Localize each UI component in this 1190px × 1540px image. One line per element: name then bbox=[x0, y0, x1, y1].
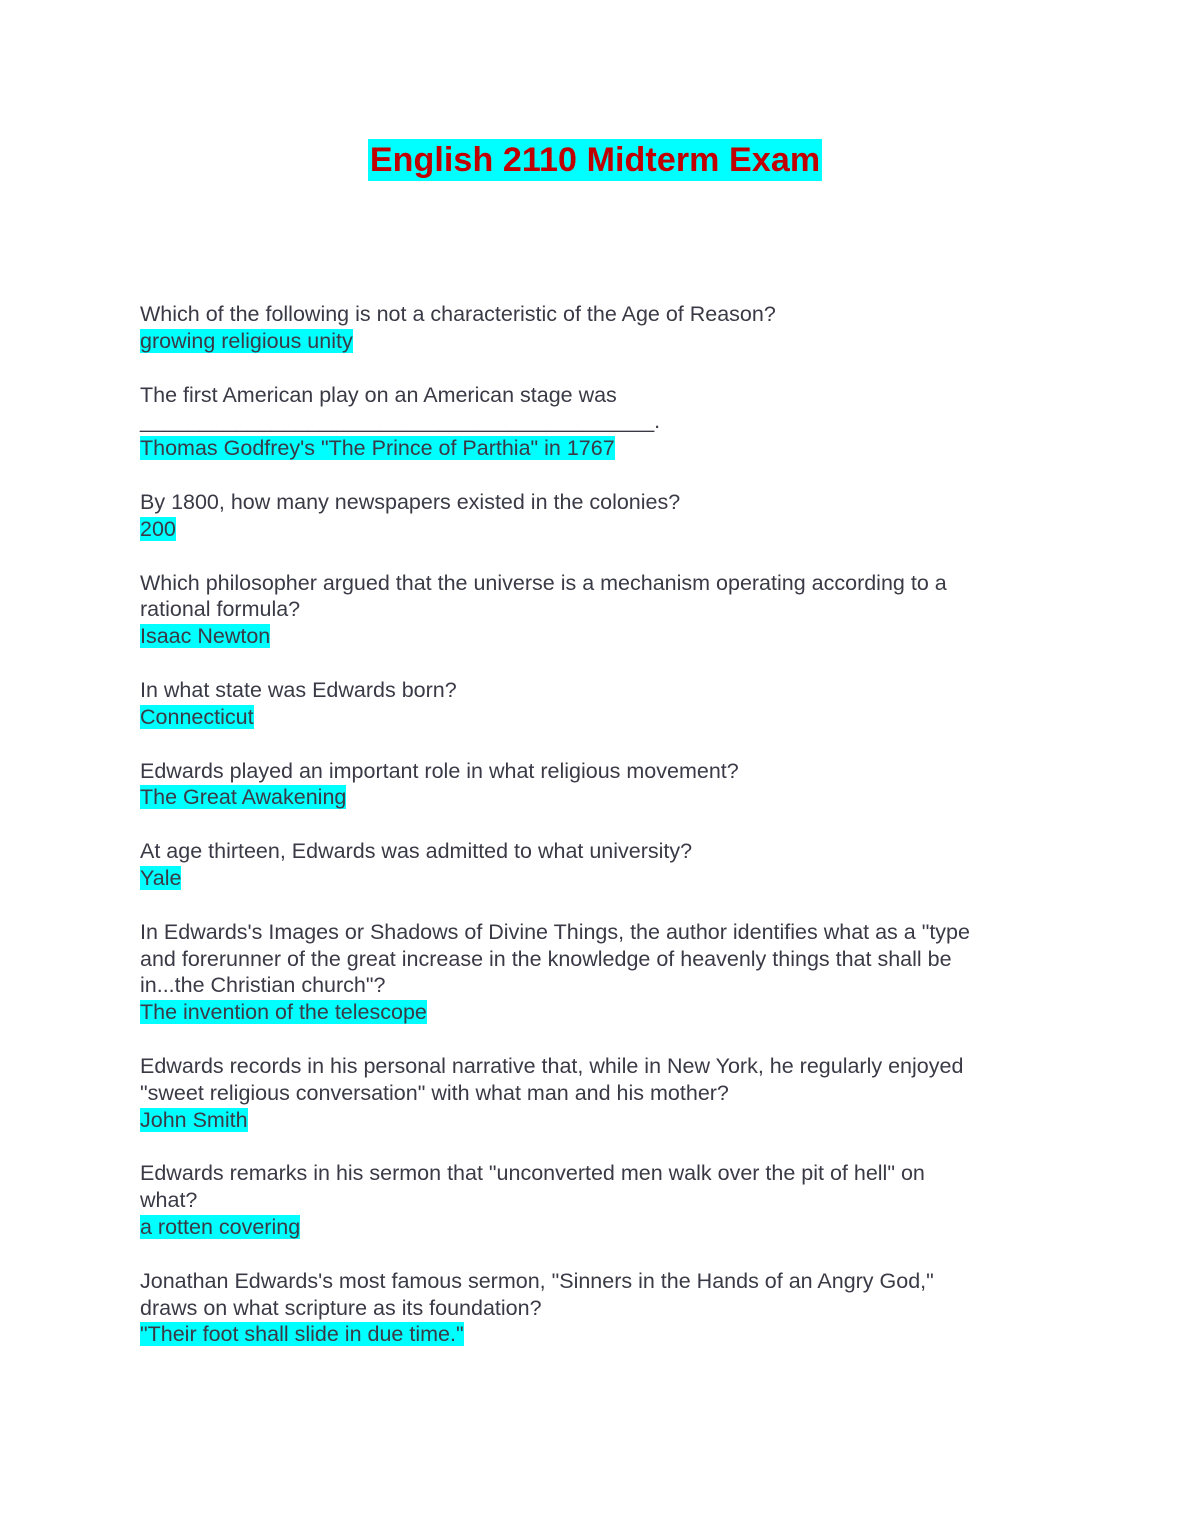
question-text: Which of the following is not a characteristic of the Age of Reason? bbox=[140, 302, 776, 326]
title-container bbox=[0, 139, 1190, 181]
answer-highlight: growing religious unity bbox=[140, 328, 353, 353]
question-text: At age thirteen, Edwards was admitted to what university? bbox=[140, 839, 693, 864]
answer-highlight: "Their foot shall slide in due time." bbox=[140, 1322, 464, 1347]
document-title: English 2110 Midterm Exam bbox=[369, 141, 821, 179]
answer-highlight: Yale bbox=[140, 865, 182, 890]
qa-item bbox=[140, 382, 1050, 462]
answer-highlight: Connecticut bbox=[140, 704, 254, 729]
qa-item bbox=[140, 838, 1050, 892]
question-text: The first American play on an American stage was ___________________________________________. bbox=[140, 382, 661, 434]
answer-highlight: a rotten covering bbox=[140, 1214, 301, 1239]
qa-item bbox=[140, 489, 1050, 543]
qa-item bbox=[140, 570, 1050, 650]
question-text: Edwards played an important role in what religious movement? bbox=[140, 758, 739, 783]
question-text: Edwards remarks in his sermon that "unconverted men walk over the pit of hell" on what? bbox=[140, 1161, 925, 1213]
question-text: Jonathan Edwards's most famous sermon, "Sinners in the Hands of an Angry God," draws on what scripture as its foundation? bbox=[140, 1268, 934, 1320]
qa-item bbox=[140, 919, 1050, 1026]
answer-highlight: John Smith bbox=[140, 1107, 248, 1132]
question-text: Edwards records in his personal narrative that, while in New York, he regularly enjoyed "sweet religious conversation" with what man and his mother? bbox=[140, 1053, 964, 1105]
answer-highlight: The invention of the telescope bbox=[140, 1000, 427, 1025]
answer-highlight: The Great Awakening bbox=[140, 785, 347, 810]
question-list bbox=[140, 301, 1050, 1375]
question-text: By 1800, how many newspapers existed in the colonies? bbox=[140, 489, 681, 514]
qa-item bbox=[140, 1268, 1050, 1348]
answer-highlight: Isaac Newton bbox=[140, 624, 271, 649]
qa-item bbox=[140, 301, 1050, 355]
question-text: Which philosopher argued that the universe is a mechanism operating according to a rational formula? bbox=[140, 570, 947, 622]
answer-highlight: 200 bbox=[140, 516, 176, 541]
question-text: In what state was Edwards born? bbox=[140, 677, 457, 702]
qa-item bbox=[140, 677, 1050, 731]
question-text: In Edwards's Images or Shadows of Divine Things, the author identifies what as a "type and forerunner of the great increase in the knowledge of heavenly things that shall be in...the Christian church"? bbox=[140, 919, 970, 998]
qa-item bbox=[140, 1160, 1050, 1240]
answer-highlight: Thomas Godfrey's "The Prince of Parthia" in 1767 bbox=[140, 436, 615, 461]
qa-item bbox=[140, 758, 1050, 812]
qa-item bbox=[140, 1053, 1050, 1133]
